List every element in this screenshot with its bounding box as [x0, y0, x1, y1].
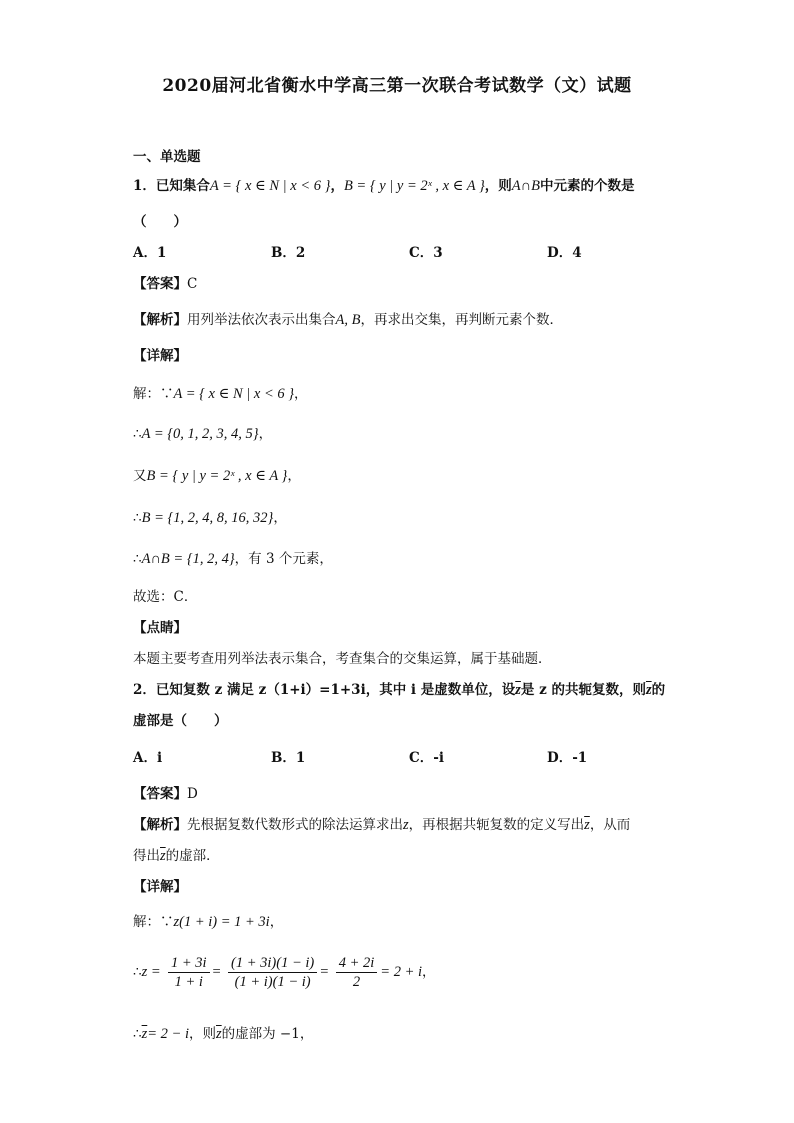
- analysis-tag: 【解析】: [133, 312, 187, 328]
- step-prefix: 解：∵: [133, 914, 174, 930]
- step-prefix: 又: [133, 468, 147, 484]
- q1-option-c: C．3: [409, 245, 443, 261]
- q1-option-a: A．1: [133, 245, 167, 261]
- step-mid: ，则: [188, 1026, 216, 1042]
- step-math: z(1 + i) = 1 + 3i: [173, 914, 270, 930]
- step-suffix: 的虚部为 −1，: [221, 1026, 314, 1042]
- analysis-tag: 【解析】: [133, 817, 187, 833]
- analysis-text-a: 用列举法依次表示出集合: [187, 312, 336, 328]
- q2-analysis-line2: [133, 846, 220, 866]
- q1-stem: [133, 176, 634, 196]
- q2-stem-line2: 虚部是（ ）: [133, 713, 228, 729]
- analysis-text-e: 的虚部．: [165, 848, 220, 864]
- fraction-numerator: 4 + 2i: [336, 954, 378, 973]
- q2-analysis-line1: [133, 815, 630, 835]
- q1-choose: 故选：C．: [133, 589, 198, 605]
- step-suffix: ，: [258, 426, 273, 442]
- answer-value: D: [187, 786, 198, 802]
- answer-tag: 【答案】: [133, 786, 187, 802]
- q1-comment: 本题主要考查用列举法表示集合，考查集合的交集运算，属于基础题．: [133, 651, 552, 667]
- q1-answer: [133, 274, 197, 294]
- fraction-3: [336, 954, 378, 991]
- q2-stem-end: 的: [651, 682, 666, 698]
- q1-detail-tag: 【详解】: [133, 348, 187, 364]
- conjugate-z: $\overline{z}$: [160, 848, 166, 864]
- fraction-2: [228, 954, 317, 991]
- fraction-denominator: 2: [352, 974, 361, 990]
- step-suffix: ，: [273, 510, 287, 526]
- q2-step-2: ∴z = $\frac{1 + 3i}{1 + i}$ = $\frac{(1 + 3i)(1 - i)}{(1 + i)(1 - i)}$ = $\frac{4 + 2i}{2}$ = 2 + i，: [133, 955, 436, 990]
- step-math: B = {1, 2, 4, 8, 16, 32}: [141, 510, 274, 526]
- q2-stem-line1: [133, 680, 665, 700]
- step-suffix: ，: [294, 386, 308, 402]
- q1-analysis: [133, 310, 563, 330]
- q1-option-d: D．4: [547, 245, 582, 261]
- q1-set-a: A = { x ∈ N | x < 6 }: [209, 178, 331, 194]
- conjugate-z: $\overline{z}$: [141, 1026, 148, 1042]
- step-suffix: ，有 3 个元素，: [234, 551, 333, 567]
- step-prefix: ∴: [133, 551, 142, 567]
- q1-intersection: A∩B: [511, 178, 540, 194]
- q2-step-3: [133, 1024, 313, 1044]
- step-prefix: 解：∵: [133, 386, 174, 402]
- q1-paren: （ ）: [133, 214, 187, 230]
- step-math: = 2 − i: [147, 1026, 189, 1042]
- q2-option-d: D．-1: [547, 750, 588, 766]
- step-prefix: ∴: [133, 426, 142, 442]
- analysis-text-c: ，从而: [589, 817, 631, 833]
- section-heading: 一、单选题: [133, 149, 201, 165]
- step-math: B = { y | y = 2ˣ , x ∈ A }: [146, 468, 288, 484]
- q1-comment-tag: 【点睛】: [133, 620, 187, 636]
- fraction-denominator: 1 + i: [174, 974, 203, 990]
- step-suffix: ，: [422, 964, 436, 980]
- q2-option-b: B．1: [271, 750, 306, 766]
- q1-stem-a: 1．已知集合: [133, 178, 210, 194]
- conjugate-z: $\overline{z}$: [515, 682, 521, 698]
- step-lhs: z =: [141, 964, 161, 980]
- q1-set-b: B = { y | y = 2ˣ , x ∈ A }: [343, 178, 485, 194]
- step-suffix: ，: [287, 468, 301, 484]
- fraction-1: [168, 954, 210, 991]
- step-rhs: = 2 + i: [380, 964, 423, 980]
- analysis-z: z: [403, 817, 409, 833]
- q2-stem-text: 2．已知复数 z 满足 z（1+i）=1+3i，其中 i 是虚数单位，设: [133, 682, 516, 698]
- conjugate-z: $\overline{z}$: [584, 817, 590, 833]
- q1-step-3: [133, 466, 301, 486]
- q2-detail-tag: 【详解】: [133, 879, 187, 895]
- q1-stem-b: ，则: [484, 178, 512, 194]
- analysis-text-d: 得出: [133, 848, 160, 864]
- step-math: A = {0, 1, 2, 3, 4, 5}: [141, 426, 259, 442]
- q1-step-2: [133, 424, 272, 444]
- page-title: 2020届河北省衡水中学高三第一次联合考试数学（文）试题: [162, 76, 632, 96]
- q1-stem-c: 中元素的个数是: [539, 178, 635, 194]
- q2-option-a: A．i: [133, 750, 163, 766]
- answer-value: C: [187, 276, 198, 292]
- step-math: A∩B = {1, 2, 4}: [141, 551, 235, 567]
- analysis-sets: A, B: [335, 312, 361, 328]
- step-prefix: ∴: [133, 964, 142, 980]
- step-prefix: ∴: [133, 510, 142, 526]
- step-prefix: ∴: [133, 1026, 142, 1042]
- analysis-text-a: 先根据复数代数形式的除法运算求出: [187, 817, 403, 833]
- step-suffix: ，: [269, 914, 284, 930]
- q1-sep: ，: [330, 178, 344, 194]
- q1-step-1: [133, 384, 308, 404]
- q2-stem-mid: 是 z 的共轭复数，则: [520, 682, 646, 698]
- answer-tag: 【答案】: [133, 276, 187, 292]
- fraction-denominator: (1 + i)(1 − i): [234, 974, 311, 990]
- conjugate-z: $\overline{z}$: [645, 682, 652, 698]
- step-math: A = { x ∈ N | x < 6 }: [173, 386, 295, 402]
- conjugate-z: $\overline{z}$: [215, 1026, 222, 1042]
- q2-step-1: [133, 912, 283, 932]
- q2-answer: [133, 784, 198, 804]
- analysis-text-b: ，再根据共轭复数的定义写出: [408, 817, 585, 833]
- q1-step-5: [133, 549, 333, 569]
- analysis-text-b: ，再求出交集，再判断元素个数．: [360, 312, 563, 328]
- q1-option-b: B．2: [271, 245, 306, 261]
- q1-step-4: [133, 508, 287, 528]
- q2-option-c: C．-i: [409, 750, 444, 766]
- fraction-numerator: (1 + 3i)(1 − i): [228, 954, 317, 973]
- fraction-numerator: 1 + 3i: [168, 954, 210, 973]
